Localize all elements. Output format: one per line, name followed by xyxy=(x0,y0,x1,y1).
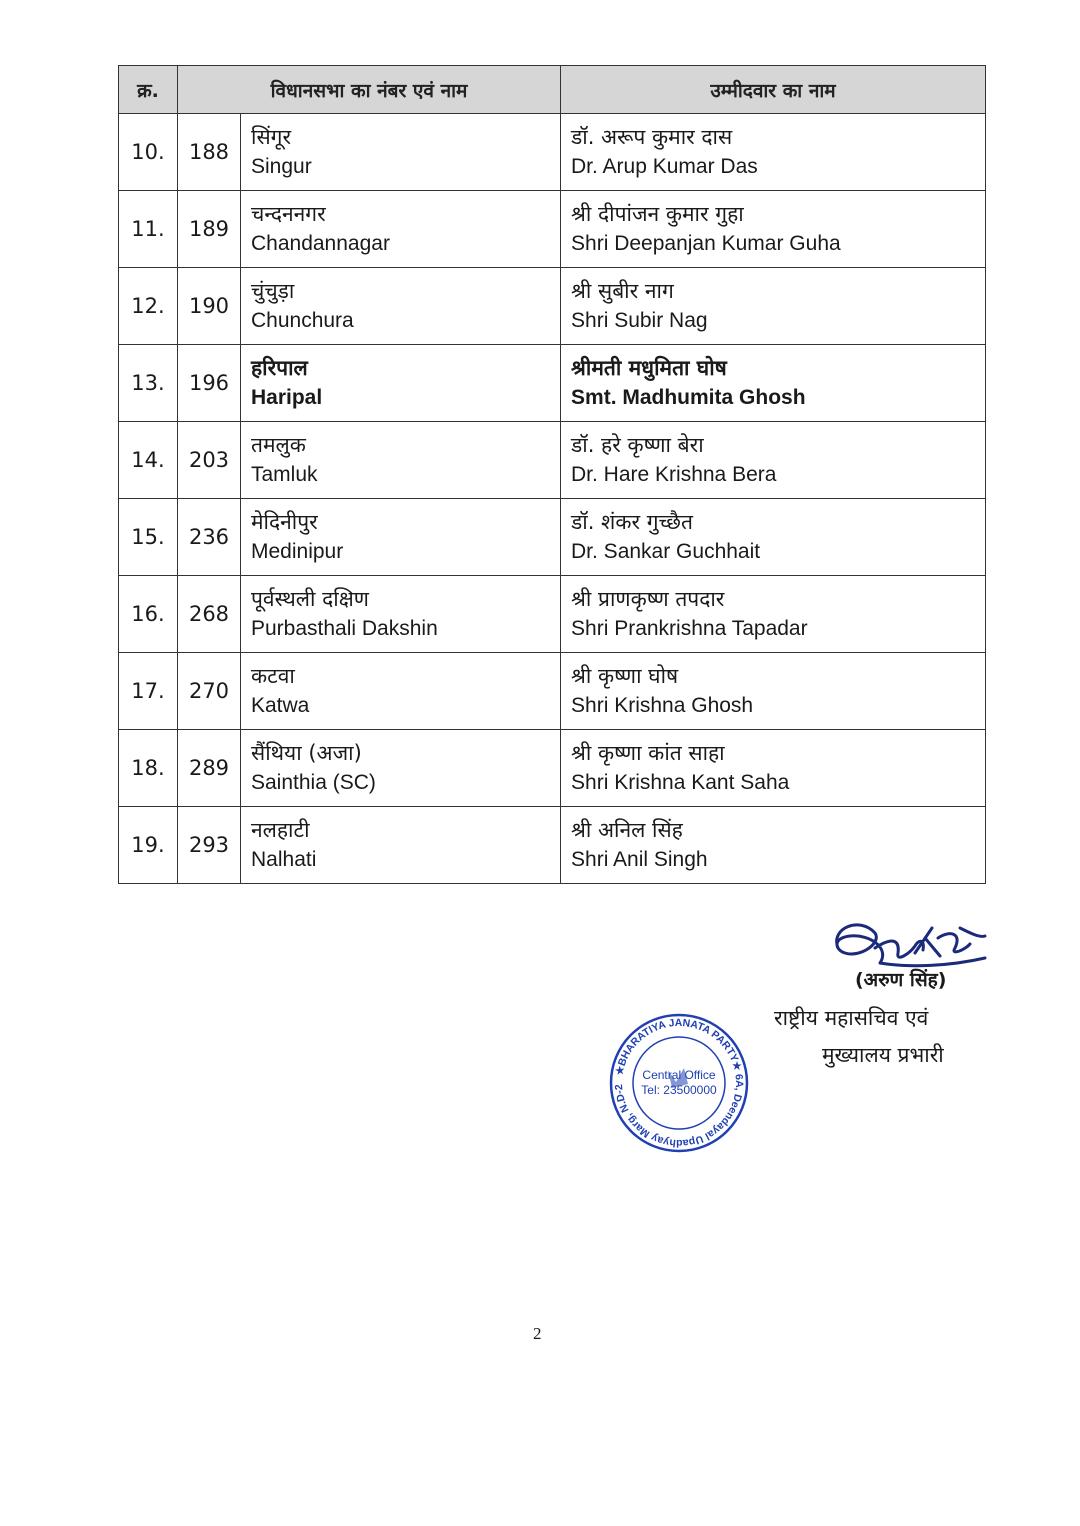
serial-number-cell: 10. xyxy=(119,114,178,191)
table-row xyxy=(119,576,986,653)
serial-number-cell: 11. xyxy=(119,191,178,268)
constituency-name-hindi: कटवा xyxy=(251,664,295,688)
serial-number-cell: 19. xyxy=(119,807,178,884)
signatory-name: (अरुण सिंह) xyxy=(855,969,947,991)
candidate-name-english: Dr. Arup Kumar Das xyxy=(571,155,758,178)
constituency-name-cell xyxy=(241,422,561,499)
constituency-name-hindi: हरिपाल xyxy=(251,356,308,380)
constituency-name-english: Katwa xyxy=(251,694,310,717)
table-header-row xyxy=(119,66,986,114)
constituency-name-english: Sainthia (SC) xyxy=(251,771,376,794)
constituency-name-cell xyxy=(241,114,561,191)
constituency-name-cell xyxy=(241,268,561,345)
constituency-number-cell: 289 xyxy=(178,730,241,807)
candidate-name-hindi: श्री दीपांजन कुमार गुहा xyxy=(571,202,744,226)
candidate-name-english: Smt. Madhumita Ghosh xyxy=(571,386,806,409)
candidate-name-english: Shri Krishna Kant Saha xyxy=(571,771,790,794)
stamp-line-1: Central Office xyxy=(642,1068,716,1082)
table-row xyxy=(119,653,986,730)
candidate-name-hindi: डॉ. अरूप कुमार दास xyxy=(571,125,733,149)
candidate-name-cell xyxy=(561,730,986,807)
table-row xyxy=(119,191,986,268)
svg-text:★BHARATIYA JANATA PARTY★ 6A, D: ★BHARATIYA JANATA PARTY★ 6A, Deendayal Upadhyay Marg, N.D-2 xyxy=(612,1016,746,1150)
constituency-name-cell xyxy=(241,576,561,653)
header-constituency: विधानसभा का नंबर एवं नाम xyxy=(178,66,561,114)
constituency-number-cell: 189 xyxy=(178,191,241,268)
constituency-name-english: Singur xyxy=(251,155,312,178)
constituency-name-english: Haripal xyxy=(251,386,323,409)
candidate-name-hindi: श्री प्राणकृष्ण तपदार xyxy=(571,587,725,611)
constituency-name-cell xyxy=(241,345,561,422)
constituency-number-cell: 236 xyxy=(178,499,241,576)
candidate-name-cell xyxy=(561,422,986,499)
constituency-name-hindi: सैंथिया (अजा) xyxy=(251,741,362,765)
candidate-name-english: Shri Subir Nag xyxy=(571,309,708,332)
constituency-name-english: Purbasthali Dakshin xyxy=(251,617,438,640)
candidate-name-cell xyxy=(561,499,986,576)
candidate-name-cell xyxy=(561,653,986,730)
table-row xyxy=(119,730,986,807)
header-candidate: उम्मीदवार का नाम xyxy=(561,66,986,114)
candidate-name-cell xyxy=(561,576,986,653)
candidate-name-cell xyxy=(561,191,986,268)
candidate-name-cell xyxy=(561,114,986,191)
table-row xyxy=(119,114,986,191)
candidate-name-english: Dr. Sankar Guchhait xyxy=(571,540,761,563)
constituency-name-hindi: मेदिनीपुर xyxy=(251,510,318,534)
candidate-name-hindi: श्री कृष्णा कांत साहा xyxy=(571,741,725,765)
designation-line-1: राष्ट्रीय महासचिव एवं xyxy=(774,1006,929,1030)
stamp-center-text xyxy=(633,1068,725,1098)
candidate-name-hindi: श्री अनिल सिंह xyxy=(571,818,683,842)
serial-number-cell: 14. xyxy=(119,422,178,499)
constituency-name-hindi: नलहाटी xyxy=(251,818,310,842)
constituency-name-english: Chandannagar xyxy=(251,232,390,255)
constituency-name-hindi: सिंगूर xyxy=(251,125,292,149)
candidate-name-cell xyxy=(561,345,986,422)
table-row xyxy=(119,807,986,884)
candidate-name-hindi: डॉ. हरे कृष्णा बेरा xyxy=(571,433,704,457)
constituency-name-cell xyxy=(241,730,561,807)
constituency-number-cell: 203 xyxy=(178,422,241,499)
table-row xyxy=(119,422,986,499)
stamp-line-2: Tel: 23500000 xyxy=(641,1083,717,1097)
candidate-name-cell xyxy=(561,268,986,345)
serial-number-cell: 15. xyxy=(119,499,178,576)
constituency-name-cell xyxy=(241,191,561,268)
table-row xyxy=(119,345,986,422)
constituency-number-cell: 188 xyxy=(178,114,241,191)
table-body xyxy=(119,114,986,884)
table-row xyxy=(119,499,986,576)
serial-number-cell: 17. xyxy=(119,653,178,730)
constituency-number-cell: 293 xyxy=(178,807,241,884)
table-row xyxy=(119,268,986,345)
constituency-number-cell: 190 xyxy=(178,268,241,345)
constituency-name-hindi: तमलुक xyxy=(251,433,306,457)
constituency-number-cell: 196 xyxy=(178,345,241,422)
candidate-name-english: Shri Prankrishna Tapadar xyxy=(571,617,808,640)
candidate-table xyxy=(118,65,986,884)
candidate-name-english: Shri Krishna Ghosh xyxy=(571,694,754,717)
designation-line-2: मुख्यालय प्रभारी xyxy=(822,1043,944,1067)
candidate-name-hindi: श्री कृष्णा घोष xyxy=(571,664,679,688)
serial-number-cell: 13. xyxy=(119,345,178,422)
candidate-name-english: Shri Anil Singh xyxy=(571,848,708,871)
candidate-name-hindi: श्रीमती मधुमिता घोष xyxy=(571,356,727,380)
candidate-name-hindi: डॉ. शंकर गुच्छैत xyxy=(571,510,693,534)
page-number: 2 xyxy=(533,1324,542,1343)
candidate-name-hindi: श्री सुबीर नाग xyxy=(571,279,674,303)
constituency-name-cell xyxy=(241,807,561,884)
constituency-name-cell xyxy=(241,499,561,576)
constituency-number-cell: 268 xyxy=(178,576,241,653)
constituency-name-hindi: पूर्वस्थली दक्षिण xyxy=(251,587,369,611)
candidate-name-english: Shri Deepanjan Kumar Guha xyxy=(571,232,841,255)
serial-number-cell: 16. xyxy=(119,576,178,653)
serial-number-cell: 12. xyxy=(119,268,178,345)
candidate-name-cell xyxy=(561,807,986,884)
constituency-name-english: Medinipur xyxy=(251,540,344,563)
constituency-name-english: Tamluk xyxy=(251,463,318,486)
constituency-number-cell: 270 xyxy=(178,653,241,730)
candidate-name-english: Dr. Hare Krishna Bera xyxy=(571,463,777,486)
header-serial: क्र. xyxy=(119,66,178,114)
constituency-name-english: Nalhati xyxy=(251,848,317,871)
constituency-name-english: Chunchura xyxy=(251,309,354,332)
constituency-name-hindi: चन्दननगर xyxy=(251,202,326,226)
constituency-name-hindi: चुंचुड़ा xyxy=(251,279,295,303)
serial-number-cell: 18. xyxy=(119,730,178,807)
constituency-name-cell xyxy=(241,653,561,730)
